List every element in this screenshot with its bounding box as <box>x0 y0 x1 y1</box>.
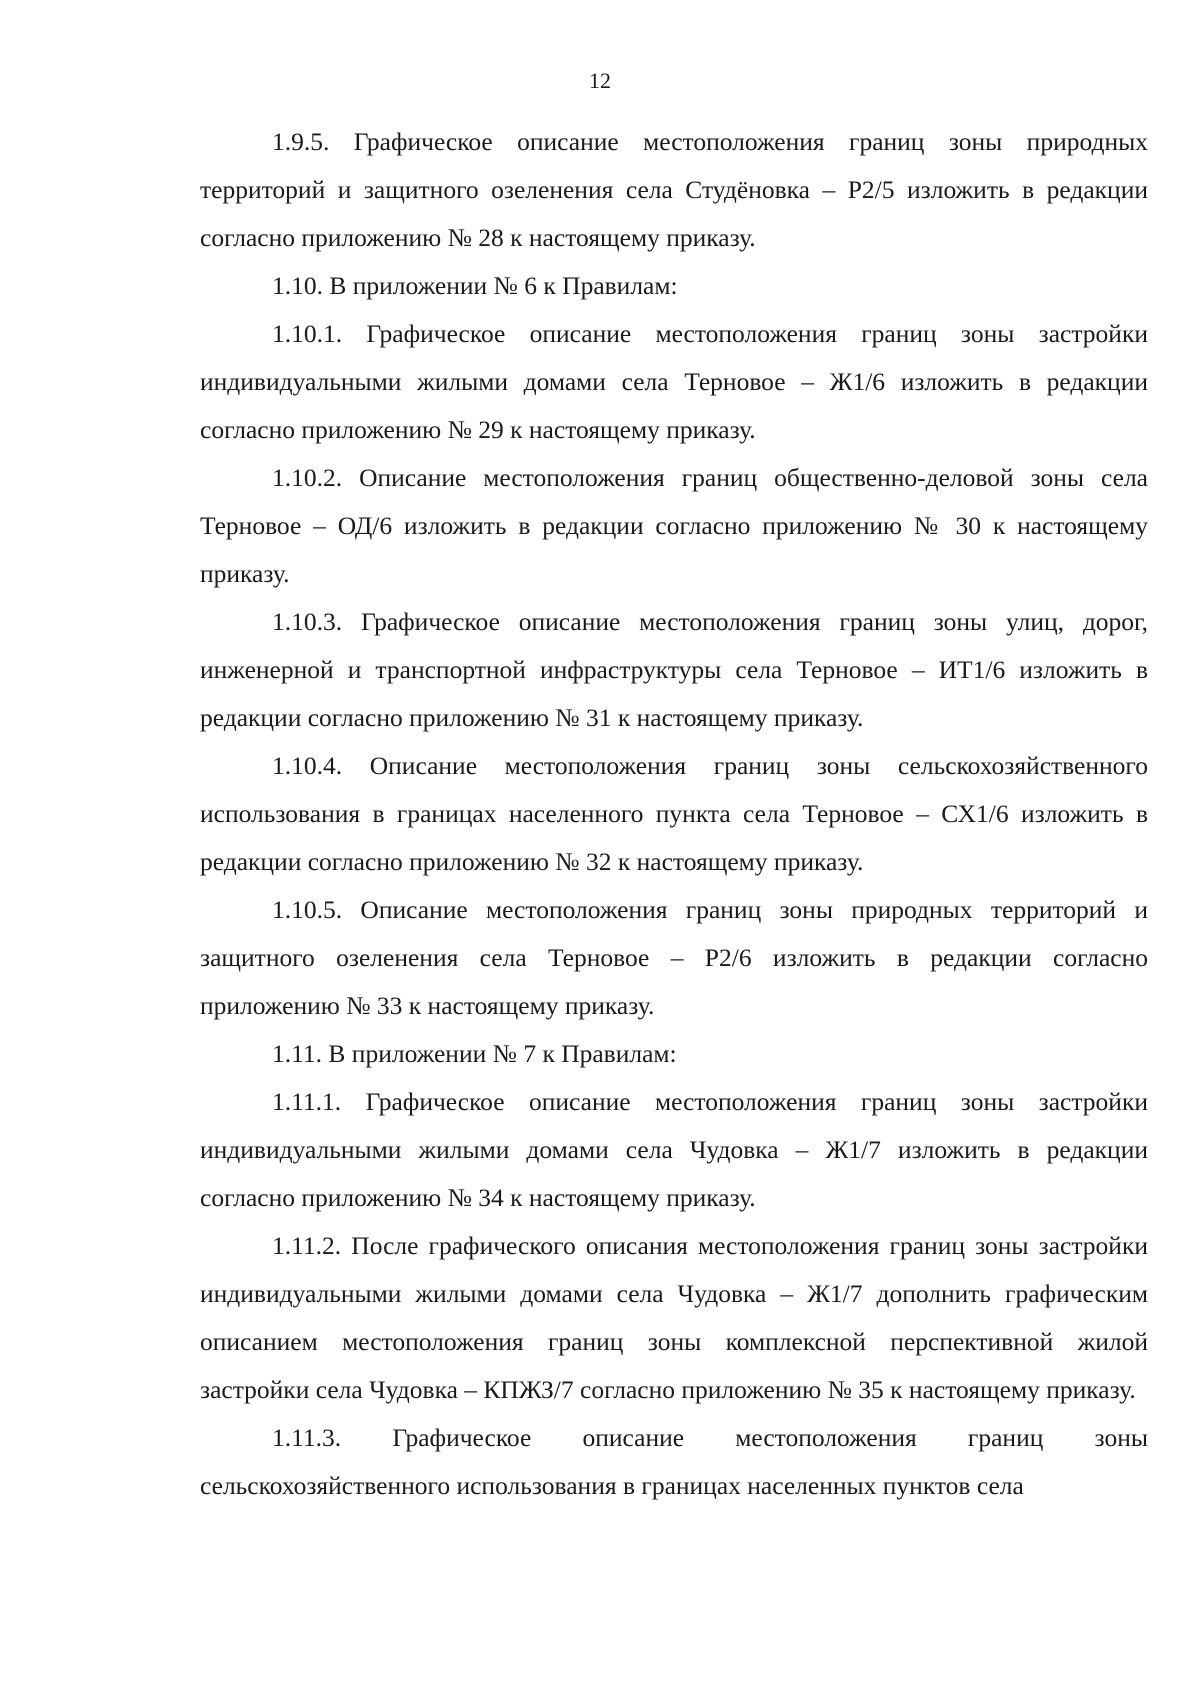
paragraph-1-10-3: 1.10.3. Графическое описание местоположения границ зоны улиц, дорог, инженерной и транспортной инфраструктуры села Терновое – ИТ1/6 изложить в редакции согласно приложению № 31 к настоящему приказу. <box>200 607 1148 732</box>
paragraph-1-11: 1.11. В приложении № 7 к Правилам: <box>272 1039 677 1068</box>
paragraph-1-9-5: 1.9.5. Графическое описание местоположения границ зоны природных территорий и защитного озеленения села Студёновка – Р2/5 изложить в редакции согласно приложению № 28 к настоящему приказу. <box>200 127 1148 252</box>
document-body <box>200 118 1148 1510</box>
paragraph-1-10: 1.10. В приложении № 6 к Правилам: <box>272 271 678 300</box>
paragraph-1-10-4: 1.10.4. Описание местоположения границ зоны сельскохозяйственного использования в границах населенного пункта села Терновое – СХ1/6 изложить в редакции согласно приложению № 32 к настоящему приказу. <box>200 751 1148 876</box>
paragraph-1-10-2: 1.10.2. Описание местоположения границ общественно-деловой зоны села Терновое – ОД/6 изложить в редакции согласно приложению № 30 к настоящему приказу. <box>200 463 1148 588</box>
paragraph-1-11-3: 1.11.3. Графическое описание местоположения границ зоны сельскохозяйственного использования в границах населенных пунктов села <box>200 1423 1148 1500</box>
paragraph-1-11-2: 1.11.2. После графического описания местоположения границ зоны застройки индивидуальными жилыми домами села Чудовка – Ж1/7 дополнить графическим описанием местоположения границ зоны комплексной перспективной жилой застройки села Чудовка – КПЖЗ/7 согласно приложению № 35 к настоящему приказу. <box>200 1231 1148 1404</box>
paragraph-1-10-5: 1.10.5. Описание местоположения границ зоны природных территорий и защитного озеленения села Терновое – Р2/6 изложить в редакции согласно приложению № 33 к настоящему приказу. <box>200 895 1148 1020</box>
paragraph-1-10-1: 1.10.1. Графическое описание местоположения границ зоны застройки индивидуальными жилыми домами села Терновое – Ж1/6 изложить в редакции согласно приложению № 29 к настоящему приказу. <box>200 319 1148 444</box>
page-number: 12 <box>589 68 611 93</box>
paragraph-1-11-1: 1.11.1. Графическое описание местоположения границ зоны застройки индивидуальными жилыми домами села Чудовка – Ж1/7 изложить в редакции согласно приложению № 34 к настоящему приказу. <box>200 1087 1148 1212</box>
